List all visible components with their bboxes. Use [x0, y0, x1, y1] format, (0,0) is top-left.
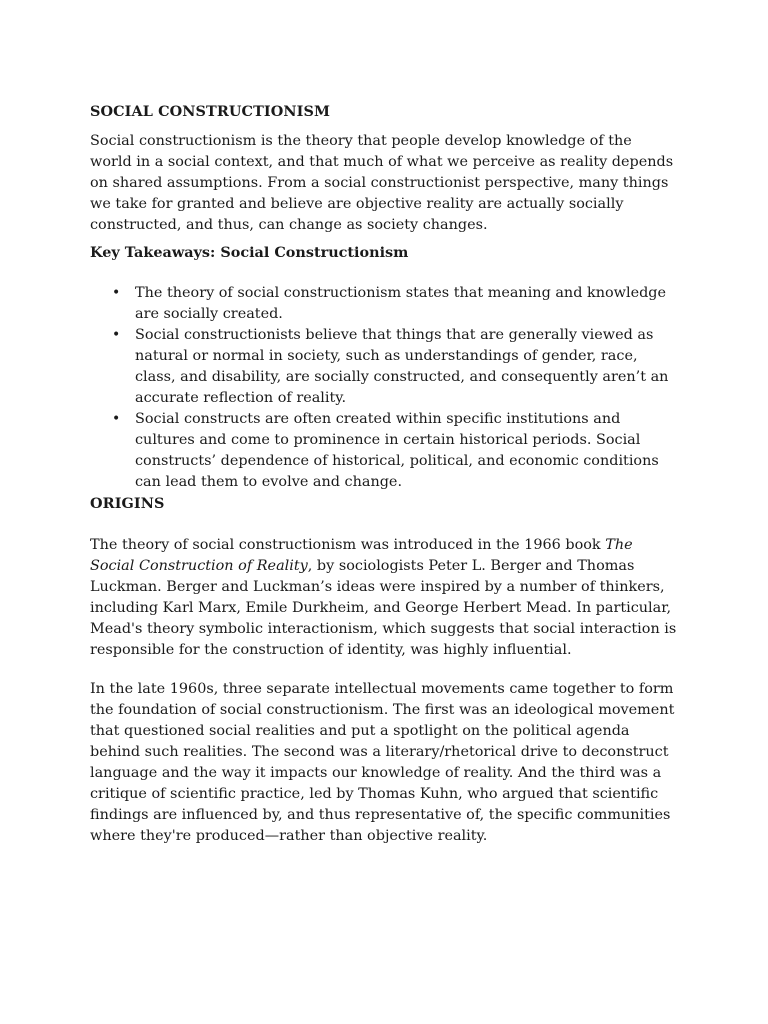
takeaway-text: Social constructs are often created within specific institutions and cultures and come to prominence in certain historical periods. Social constructs’ dependence of historical, political, and economic conditions can lead them to evolve and change. — [135, 411, 659, 490]
origins-paragraph-2: In the late 1960s, three separate intellectual movements came together to form the foundation of social constructionism. The first was an ideological movement that questioned social realities and put a spotlight on the political agenda behind such realities. The second was a literary/rhetorical drive to deconstruct language and the way it impacts our knowledge of reality. And the third was a critique of scientific practice, led by Thomas Kuhn, who argued that scientific findings are influenced by, and thus representative of, the specific communities where they're produced—rather than objective reality. — [90, 681, 675, 844]
page-title: SOCIAL CONSTRUCTIONISM — [90, 103, 330, 120]
list-item — [90, 325, 675, 409]
intro-paragraph: Social constructionism is the theory that people develop knowledge of the world in a social context, and that much of what we perceive as reality depends on shared assumptions. From a social constructionist perspective, many things we take for granted and believe are objective reality are actually socially constructed, and thus, can change as society changes. — [90, 133, 674, 233]
list-item — [90, 409, 675, 493]
origins-p1-rest: , by sociologists Peter L. Berger and Thomas Luckman. Berger and Luckman’s ideas were inspired by a number of thinkers, including Karl Marx, Emile Durkheim, and George Herbert Mead. In particular, Mead's theory symbolic interactionism, which suggests that social interaction is responsible for the construction of identity, was highly influential. — [90, 558, 677, 658]
list-item — [90, 283, 675, 325]
book-title: The Social Construction of Reality — [90, 537, 633, 574]
bullet-icon: • — [112, 327, 121, 343]
takeaway-text: Social constructionists believe that things that are generally viewed as natural or normal in society, such as understandings of gender, race, class, and disability, are socially constructed, and consequently aren’t an accurate reflection of reality. — [135, 327, 669, 406]
bullet-icon: • — [112, 411, 121, 427]
takeaway-text: The theory of social constructionism states that meaning and knowledge are socially created. — [135, 285, 667, 322]
origins-paragraph-1 — [90, 535, 678, 661]
takeaways-heading: Key Takeaways: Social Constructionism — [90, 244, 409, 261]
origins-p1-lead: The theory of social constructionism was introduced in the 1966 book — [90, 537, 606, 553]
takeaways-list — [90, 283, 680, 493]
origins-heading: ORIGINS — [90, 495, 165, 512]
bullet-icon: • — [112, 285, 121, 301]
